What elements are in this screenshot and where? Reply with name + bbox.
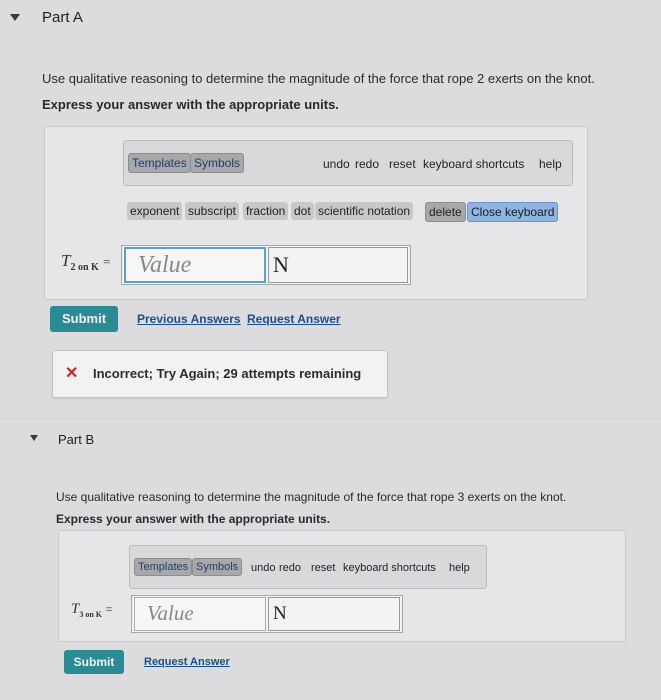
part-b-redo-button[interactable]: redo bbox=[279, 562, 302, 574]
part-b-request-answer-link[interactable]: Request Answer bbox=[144, 656, 230, 668]
part-b-instruction: Express your answer with the appropriate units. bbox=[56, 512, 331, 526]
part-b-variable-symbol: T bbox=[71, 601, 80, 617]
reset-button[interactable]: reset bbox=[389, 157, 416, 171]
part-a-unit-input[interactable]: N bbox=[268, 247, 408, 283]
part-a-request-answer-link[interactable]: Request Answer bbox=[247, 312, 341, 326]
part-a-variable-label bbox=[61, 251, 110, 273]
part-a-answer-box bbox=[121, 245, 411, 285]
part-b-reset-button[interactable]: reset bbox=[311, 562, 336, 574]
part-b-unit-input[interactable]: N bbox=[268, 597, 400, 631]
part-b-value-input[interactable]: Value bbox=[134, 597, 266, 631]
part-a-toolbar bbox=[123, 140, 573, 186]
part-b-symbols-button[interactable]: Symbols bbox=[192, 558, 242, 576]
part-a-instruction: Express your answer with the appropriate units. bbox=[42, 97, 339, 112]
previous-answers-link[interactable]: Previous Answers bbox=[137, 312, 241, 326]
part-b-question: Use qualitative reasoning to determine the magnitude of the force that rope 3 exerts on the knot. bbox=[56, 490, 567, 504]
subscript-button[interactable]: subscript bbox=[185, 202, 239, 220]
part-b-answer-panel bbox=[58, 530, 626, 642]
part-a-variable-subscript: 2 on K bbox=[70, 262, 99, 273]
help-button[interactable]: help bbox=[539, 157, 562, 171]
section-divider bbox=[0, 418, 661, 419]
part-a-variable-symbol: T bbox=[61, 251, 71, 270]
delete-button[interactable]: delete bbox=[425, 202, 466, 222]
incorrect-x-icon: ✕ bbox=[65, 365, 79, 382]
part-a-keyboard-row bbox=[127, 195, 567, 229]
part-b-keyboard-shortcuts-button[interactable]: keyboard shortcuts bbox=[343, 562, 436, 574]
part-a-value-input[interactable]: Value bbox=[124, 247, 266, 283]
part-a-equals: = bbox=[103, 254, 111, 269]
dot-button[interactable]: dot bbox=[291, 202, 314, 220]
part-b-submit-button[interactable]: Submit bbox=[64, 650, 124, 674]
templates-button[interactable]: Templates bbox=[128, 153, 191, 173]
redo-button[interactable]: redo bbox=[355, 157, 380, 171]
part-a-title: Part A bbox=[42, 9, 83, 26]
collapse-part-b-chevron-icon[interactable] bbox=[30, 435, 38, 441]
part-b-title: Part B bbox=[58, 432, 95, 447]
part-b-answer-box bbox=[131, 595, 403, 633]
part-b-variable-subscript: 3 on K bbox=[79, 610, 103, 619]
part-b-templates-button[interactable]: Templates bbox=[134, 558, 192, 576]
part-a-submit-button[interactable]: Submit bbox=[50, 306, 118, 332]
incorrect-feedback-text: Incorrect; Try Again; 29 attempts remaining bbox=[93, 366, 362, 381]
exponent-button[interactable]: exponent bbox=[127, 202, 182, 220]
close-keyboard-button[interactable]: Close keyboard bbox=[467, 202, 558, 222]
scientific-notation-button[interactable]: scientific notation bbox=[315, 202, 413, 220]
undo-button[interactable]: undo bbox=[323, 157, 350, 171]
part-a-question: Use qualitative reasoning to determine the magnitude of the force that rope 2 exerts on the knot. bbox=[42, 71, 595, 86]
incorrect-feedback-box bbox=[52, 350, 388, 398]
collapse-part-a-chevron-icon[interactable] bbox=[10, 14, 20, 21]
part-b-equals: = bbox=[105, 602, 113, 616]
keyboard-shortcuts-button[interactable]: keyboard shortcuts bbox=[423, 157, 525, 171]
part-b-help-button[interactable]: help bbox=[449, 562, 470, 574]
part-a-answer-panel bbox=[44, 126, 588, 300]
symbols-button[interactable]: Symbols bbox=[190, 153, 244, 173]
fraction-button[interactable]: fraction bbox=[243, 202, 288, 220]
part-b-undo-button[interactable]: undo bbox=[251, 562, 276, 574]
part-b-toolbar bbox=[129, 545, 487, 589]
part-b-variable-label bbox=[71, 601, 113, 619]
